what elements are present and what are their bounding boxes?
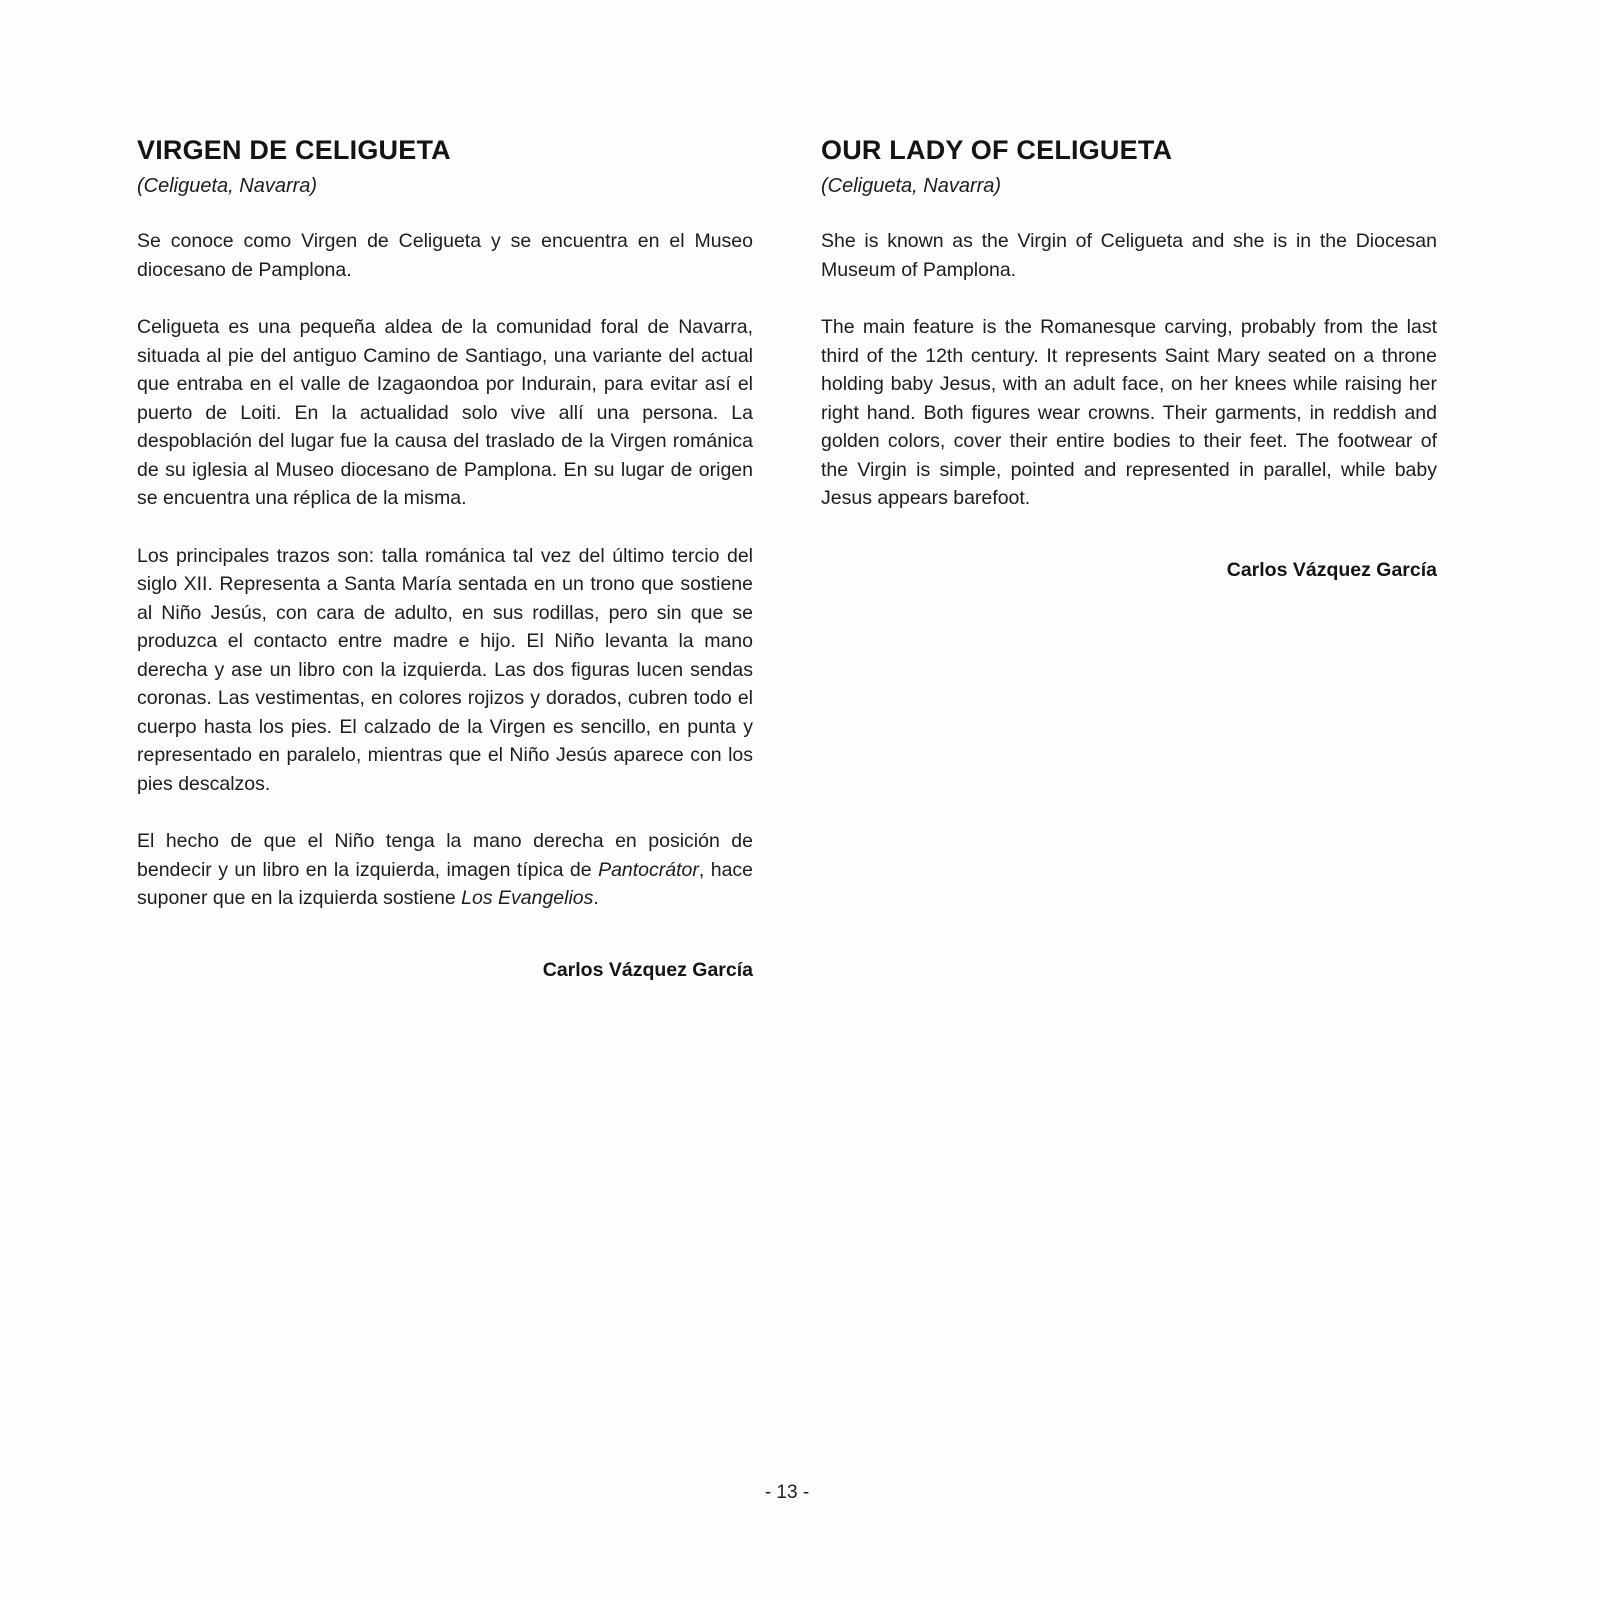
paragraph: The main feature is the Romanesque carving, probably from the last third of the 12th century. It represents Saint Mary seated on a throne holding baby Jesus, with an adult face, on her knees while raising her right hand. Both figures wear crowns. Their garments, in reddish and golden colors, cover their entire bodies to their feet. The footwear of the Virgin is simple, pointed and represented in parallel, while baby Jesus appears barefoot.	[821, 316, 1437, 510]
article-body-english	[821, 227, 1437, 513]
italic-term: Los Evangelios	[461, 887, 594, 910]
author-signature-english: Carlos Vázquez García	[1226, 558, 1437, 581]
paragraph: Celigueta es una pequeña aldea de la comunidad foral de Navarra, situada al pie del antiguo Camino de Santiago, una variante del actual que entraba en el valle de Izagaondoa por Indurain, para evitar así el puerto de Loiti. En la actualidad solo vive allí una persona. La despoblación del lugar fue la causa del traslado de la Virgen románica de su iglesia al Museo diocesano de Pamplona. En su lugar de origen se encuentra una réplica de la misma.	[137, 316, 753, 510]
page-number: - 13 -	[764, 1482, 810, 1503]
article-subtitle-english: (Celigueta, Navarra)	[821, 175, 1002, 198]
article-subtitle-spanish: (Celigueta, Navarra)	[137, 175, 318, 198]
article-title-english: OUR LADY OF CELIGUETA	[821, 135, 1173, 165]
column-english	[821, 135, 1437, 982]
article-body-spanish	[137, 227, 753, 913]
paragraph: She is known as the Virgin of Celigueta and she is in the Diocesan Museum of Pamplona.	[821, 230, 1437, 281]
paragraph-with-italics	[137, 827, 753, 913]
paragraph-segment: .	[593, 887, 599, 910]
italic-term: Pantocrátor	[598, 858, 699, 881]
article-title-spanish: VIRGEN DE CELIGUETA	[137, 135, 451, 165]
paragraph-segment: , hace suponer que en la izquierda sostiene	[137, 858, 754, 910]
column-spanish	[137, 135, 753, 982]
paragraph: Se conoce como Virgen de Celigueta y se encuentra en el Museo diocesano de Pamplona.	[137, 230, 753, 281]
paragraph: Los principales trazos son: talla románica tal vez del último tercio del siglo XII. Representa a Santa María sentada en un trono que sostiene al Niño Jesús, con cara de adulto, en sus rodillas, pero sin que se produzca el contacto entre madre e hijo. El Niño levanta la mano derecha y ase un libro con la izquierda. Las dos figuras lucen sendas coronas. Las vestimentas, en colores rojizos y dorados, cubren todo el cuerpo hasta los pies. El calzado de la Virgen es sencillo, en punta y representado en paralelo, mientras que el Niño Jesús aparece con los pies descalzos.	[137, 544, 753, 795]
paragraph-segment: El hecho de que el Niño tenga la mano derecha en posición de bendecir y un libro en la izquierda, imagen típica de	[137, 830, 753, 881]
author-signature-spanish: Carlos Vázquez García	[542, 958, 753, 981]
